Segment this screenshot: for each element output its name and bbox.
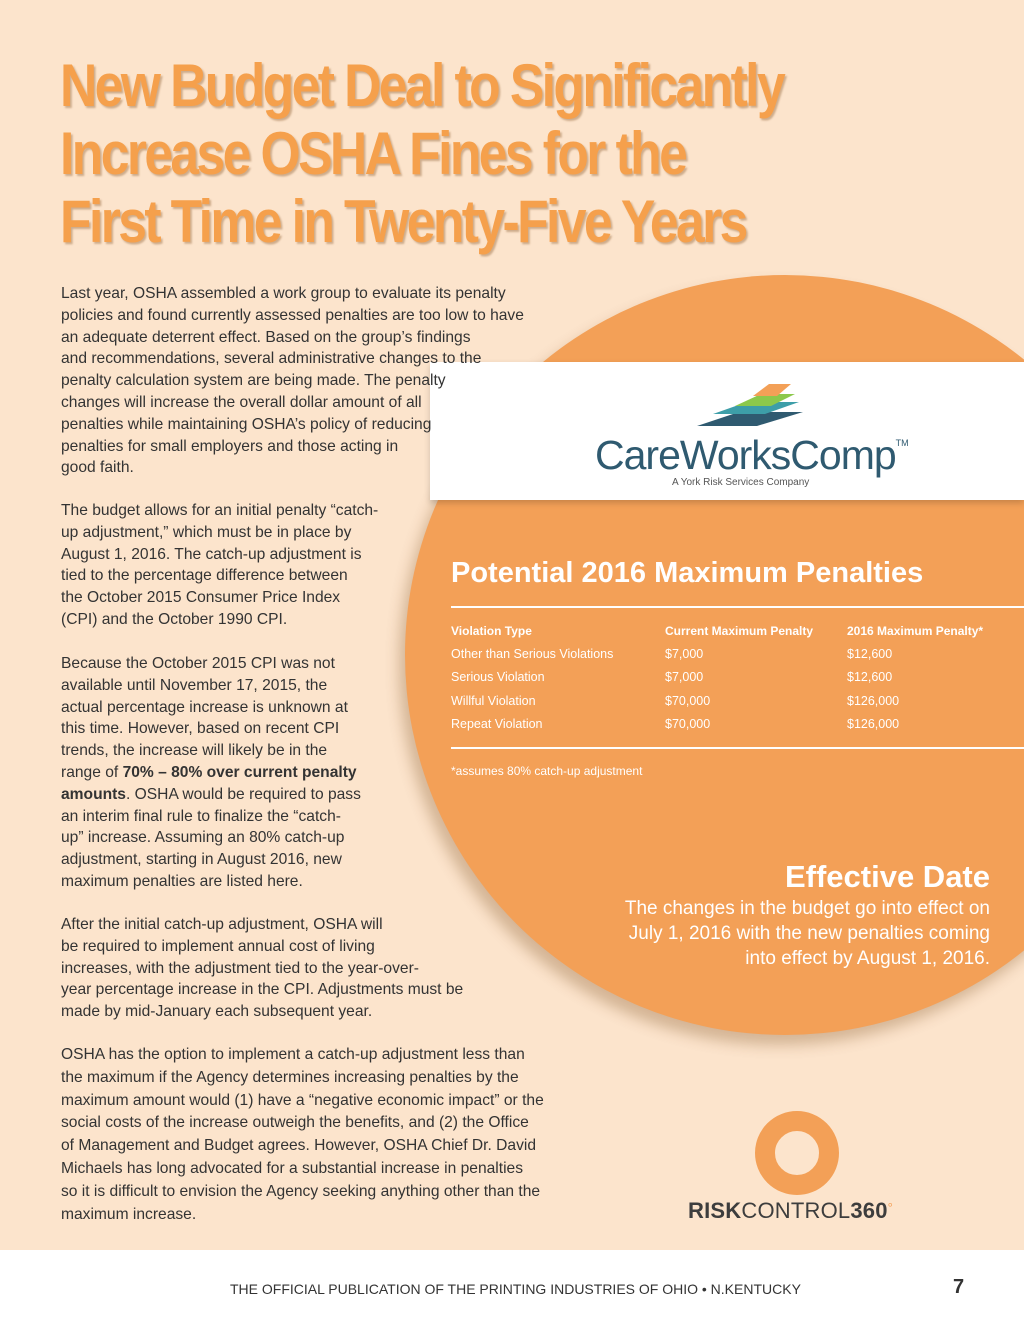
text-line: (CPI) and the October 1990 CPI. bbox=[61, 610, 288, 628]
range-highlight: 70% – 80% over current penalty bbox=[122, 763, 357, 781]
text-line: trends, the increase will likely be in the bbox=[61, 742, 328, 760]
column-header: Violation Type bbox=[451, 624, 532, 638]
text-line: maximum penalties are listed here. bbox=[61, 872, 303, 890]
text-line: an interim final rule to finalize the “catch- bbox=[61, 807, 341, 825]
current-penalty-cell: $70,000 bbox=[665, 717, 711, 732]
text-line: up adjustment,” which must be in place by bbox=[61, 523, 352, 541]
text-line: Last year, OSHA assembled a work group to evaluate its penalty bbox=[61, 285, 506, 302]
column-header: 2016 Maximum Penalty* bbox=[847, 624, 984, 638]
violation-type-cell: Serious Violation bbox=[451, 670, 545, 685]
text-line: penalty calculation system are being made. The penalty bbox=[61, 372, 446, 390]
footer-publication-text: THE OFFICIAL PUBLICATION OF THE PRINTING INDUSTRIES OF OHIO • N.KENTUCKY bbox=[230, 1281, 801, 1297]
penalties-bottom-rule bbox=[451, 747, 1024, 749]
text-line bbox=[61, 762, 361, 784]
table-row bbox=[451, 642, 1024, 666]
text-line: After the initial catch-up adjustment, OSHA will bbox=[61, 916, 383, 933]
text-line: OSHA has the option to implement a catch-up adjustment less than bbox=[61, 1046, 525, 1063]
current-penalty-cell: $7,000 bbox=[665, 646, 704, 661]
penalties-table bbox=[451, 620, 1024, 736]
text-line: actual percentage increase is unknown at bbox=[61, 698, 348, 716]
text-line: good faith. bbox=[61, 459, 134, 477]
range-highlight-end: amounts bbox=[61, 785, 126, 803]
violation-type-cell: Other than Serious Violations bbox=[451, 646, 614, 661]
text-line bbox=[61, 784, 361, 806]
text-line: policies and found currently assessed penalties are too low to have bbox=[61, 306, 524, 324]
text-line: and recommendations, several administrative changes to the bbox=[61, 350, 482, 368]
careworkscomp-tagline: A York Risk Services Company bbox=[672, 477, 810, 488]
text-line: so it is difficult to envision the Agency seeking anything other than the bbox=[61, 1182, 541, 1200]
violation-type-cell: Repeat Violation bbox=[451, 717, 543, 732]
table-header-row bbox=[451, 620, 1024, 642]
text-line: available until November 17, 2015, the bbox=[61, 676, 328, 694]
text-line: up” increase. Assuming an 80% catch-up bbox=[61, 829, 345, 847]
riskcontrol360-ring-icon bbox=[754, 1110, 840, 1196]
range-suffix: . OSHA would be required to pass bbox=[125, 785, 361, 803]
article-paragraph-4 bbox=[61, 914, 463, 1023]
text-line: the maximum if the Agency determines increasing penalties by the bbox=[61, 1068, 519, 1086]
new-penalty-cell: $126,000 bbox=[847, 717, 900, 732]
careworkscomp-mark-icon bbox=[695, 382, 805, 428]
effective-date-title: Effective Date bbox=[784, 859, 990, 894]
penalties-top-rule bbox=[451, 606, 1024, 608]
headline-line: Increase OSHA Fines for the bbox=[60, 120, 686, 187]
text-line: increases, with the adjustment tied to the year-over- bbox=[61, 959, 419, 977]
text-line: The budget allows for an initial penalty “catch- bbox=[61, 502, 379, 519]
text-line: August 1, 2016. The catch-up adjustment is bbox=[61, 545, 362, 563]
text-line: the October 2015 Consumer Price Index bbox=[61, 589, 341, 607]
text-line: this time. However, based on recent CPI bbox=[61, 720, 340, 738]
page-number: 7 bbox=[953, 1276, 965, 1298]
text-line: year percentage increase in the CPI. Adjustments must be bbox=[61, 981, 464, 999]
text-line: penalties for small employers and those acting in bbox=[61, 437, 399, 455]
article-paragraph-1 bbox=[61, 283, 524, 479]
article-paragraph-3 bbox=[61, 653, 361, 893]
text-line: into effect by August 1, 2016. bbox=[745, 948, 990, 969]
violation-type-cell: Willful Violation bbox=[451, 693, 536, 708]
text-line: July 1, 2016 with the new penalties coming bbox=[628, 923, 990, 944]
text-line: maximum increase. bbox=[61, 1205, 197, 1223]
careworkscomp-logo bbox=[595, 382, 915, 492]
text-line: social costs of the increase outweigh the benefits, and (2) the Office bbox=[61, 1114, 529, 1132]
new-penalty-cell: $126,000 bbox=[847, 693, 900, 708]
headline-line: First Time in Twenty-Five Years bbox=[60, 188, 746, 255]
range-prefix: range of bbox=[61, 763, 123, 781]
text-line: The changes in the budget go into effect on bbox=[624, 898, 990, 919]
table-row bbox=[451, 666, 1024, 690]
new-penalty-cell: $12,600 bbox=[847, 646, 893, 661]
article-paragraph-2 bbox=[61, 500, 378, 631]
penalties-title: Potential 2016 Maximum Penalties bbox=[451, 557, 924, 589]
effective-date-body bbox=[570, 896, 990, 971]
careworkscomp-wordmark: CareWorksComp™ bbox=[595, 432, 909, 478]
penalties-footnote: *assumes 80% catch-up adjustment bbox=[451, 764, 643, 778]
text-line: of Management and Budget agrees. However, OSHA Chief Dr. David bbox=[61, 1137, 536, 1155]
text-line: be required to implement annual cost of living bbox=[61, 937, 375, 955]
new-penalty-cell: $12,600 bbox=[847, 670, 893, 685]
current-penalty-cell: $7,000 bbox=[665, 670, 704, 685]
article-paragraph-5 bbox=[61, 1044, 544, 1226]
text-line: tied to the percentage difference between bbox=[61, 567, 348, 585]
headline bbox=[60, 52, 834, 256]
table-row bbox=[451, 713, 1024, 737]
text-line: Because the October 2015 CPI was not bbox=[61, 655, 335, 672]
headline-line: New Budget Deal to Significantly bbox=[60, 52, 784, 119]
text-line: penalties while maintaining OSHA’s policy of reducing bbox=[61, 415, 432, 433]
text-line: adjustment, starting in August 2016, new bbox=[61, 851, 342, 869]
current-penalty-cell: $70,000 bbox=[665, 693, 711, 708]
riskcontrol360-wordmark: RISKCONTROL360° bbox=[688, 1198, 894, 1223]
text-line: changes will increase the overall dollar amount of all bbox=[61, 393, 422, 411]
text-line: maximum amount would (1) have a “negative economic impact” or the bbox=[61, 1091, 544, 1109]
column-header: Current Maximum Penalty bbox=[665, 624, 814, 638]
text-line: made by mid-January each subsequent year. bbox=[61, 1003, 373, 1021]
text-line: Michaels has long advocated for a substantial increase in penalties bbox=[61, 1159, 524, 1177]
table-row bbox=[451, 689, 1024, 713]
text-line: an adequate deterrent effect. Based on the group’s findings bbox=[61, 328, 471, 346]
